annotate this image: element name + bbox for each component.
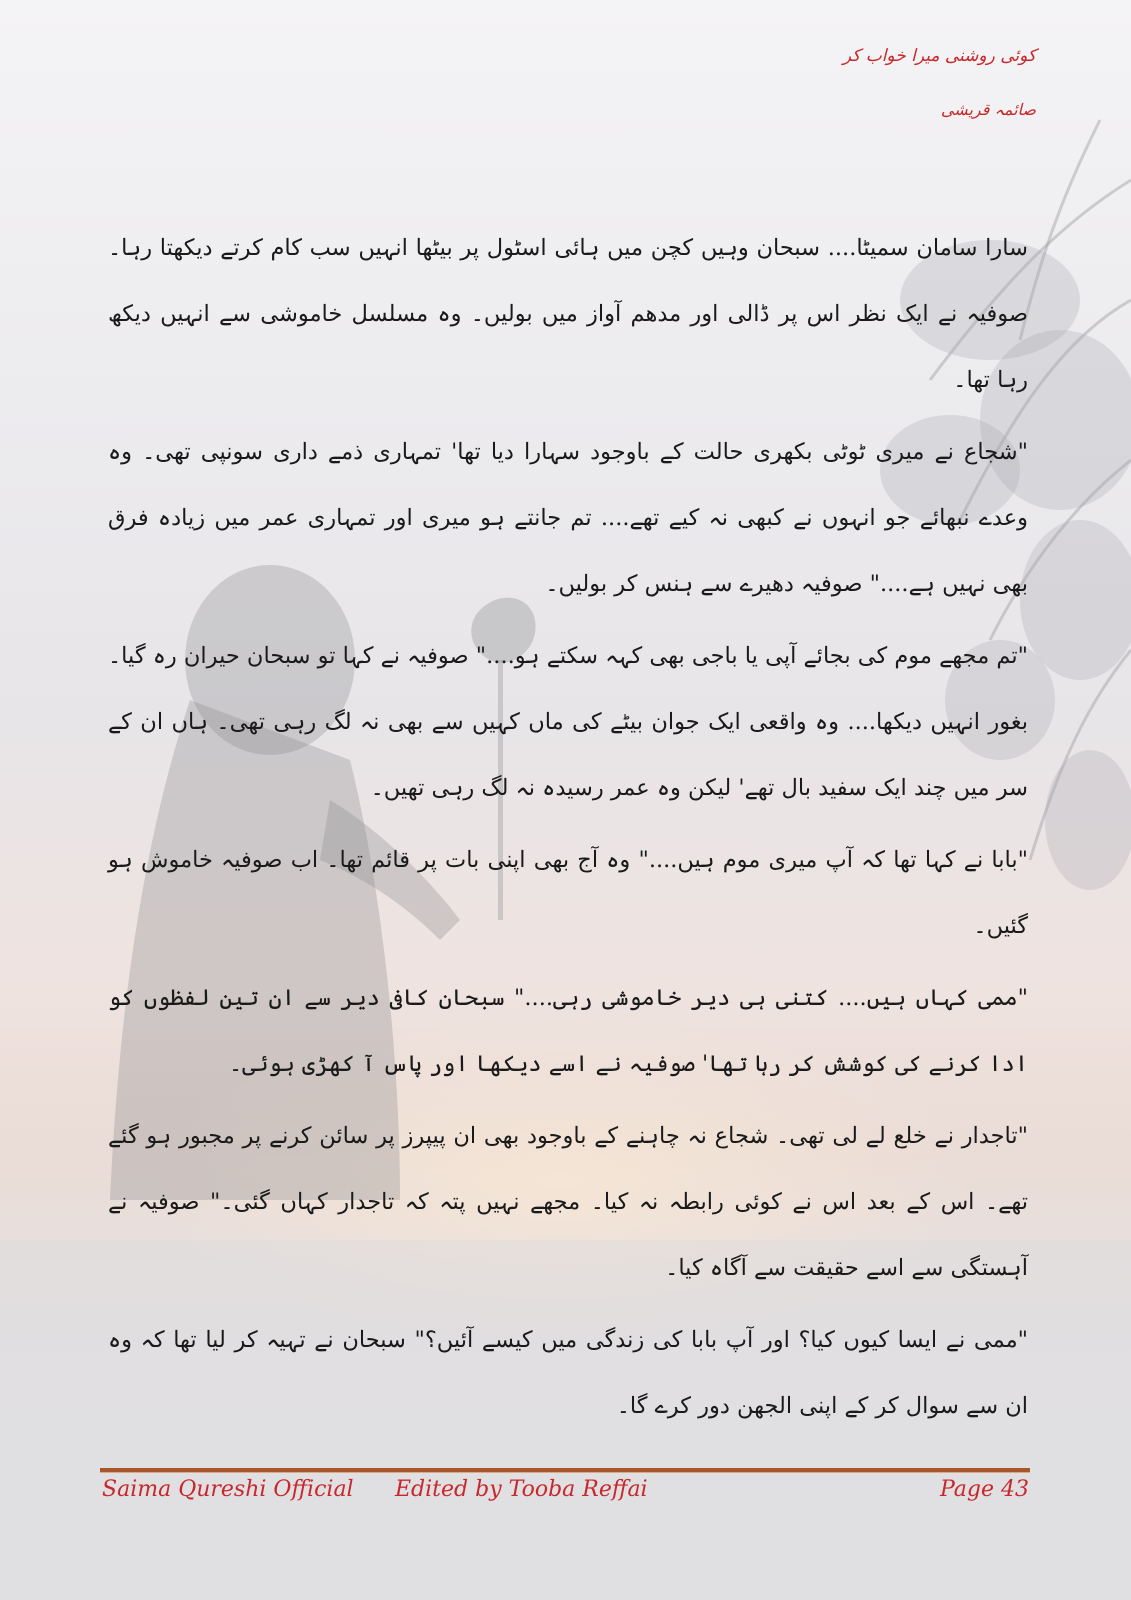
story-body — [108, 215, 1028, 1445]
footer-publisher: Saima Qureshi Official — [102, 1477, 354, 1502]
header-book-title: کوئی روشنی میرا خواب کر — [842, 46, 1036, 66]
paragraph-2: "شجاع نے میری ٹوٹی بکھری حالت کے باوجود سہارا دیا تھا' تمہاری ذمے داری سونپی تھی۔ وہ وعدے نبھائے جو انہوں نے کبھی نہ کیے تھے.... تم جانتے ہو میری اور تمہاری عمر میں زیادہ فرق بھی نہیں ہے...." صوفیہ دھیرے سے ہنس کر بولیں۔ — [108, 439, 1028, 597]
header-author-name: صائمہ قریشی — [940, 100, 1036, 119]
paragraph-7: "ممی نے ایسا کیوں کیا؟ اور آپ بابا کی زندگی میں کیسے آئیں؟" سبحان نے تہیہ کر لیا تھا کہ وہ ان سے سوال کر کے اپنی الجھن دور کرے گا۔ — [108, 1327, 1028, 1419]
paragraph-6: "تاجدار نے خلع لے لی تھی۔ شجاع نہ چاہنے کے باوجود بھی ان پیپرز پر سائن کرنے پر مجبور ہو گئے تھے۔ اس کے بعد اس نے کوئی رابطہ نہ کیا۔ مجھے نہیں پتہ کہ تاجدار کہاں گئی۔" صوفیہ نے آہستگی سے اسے حقیقت سے آگاہ کیا۔ — [108, 1123, 1028, 1281]
paragraph-3: "تم مجھے موم کی بجائے آپی یا باجی بھی کہہ سکتے ہو...." صوفیہ نے کہا تو سبحان حیران رہ گیا۔ بغور انہیں دیکھا.... وہ واقعی ایک جوان بیٹے کی ماں کہیں سے بھی نہ لگ رہی تھی۔ ہاں ان کے سر میں چند ایک سفید بال تھے' لیکن وہ عمر رسیدہ نہ لگ رہی تھیں۔ — [108, 643, 1028, 801]
footer-divider — [100, 1468, 1030, 1473]
footer-editor: Edited by Tooba Reffai — [395, 1477, 648, 1502]
paragraph-4: "بابا نے کہا تھا کہ آپ میری موم ہیں...." وہ آج بھی اپنی بات پر قائم تھا۔ اب صوفیہ خاموش ہو گئیں۔ — [108, 847, 1028, 939]
paragraph-5: "ممی کہاں ہیں.... کتنی ہی دیر خاموشی رہی...." سبحان کافی دیر سے ان تین لفظوں کو ادا کرنے کی کوشش کر رہا تھا' صوفیہ نے اسے دیکھا اور پاس آ کھڑی ہوئی۔ — [108, 985, 1028, 1077]
paragraph-1: سارا سامان سمیٹا.... سبحان وہیں کچن میں ہائی اسٹول پر بیٹھا انہیں سب کام کرتے دیکھتا رہا۔ صوفیہ نے ایک نظر اس پر ڈالی اور مدھم آواز میں بولیں۔ وہ مسلسل خاموشی سے انہیں دیکھ رہا تھا۔ — [108, 235, 1028, 393]
footer-page-number: Page 43 — [939, 1477, 1029, 1502]
